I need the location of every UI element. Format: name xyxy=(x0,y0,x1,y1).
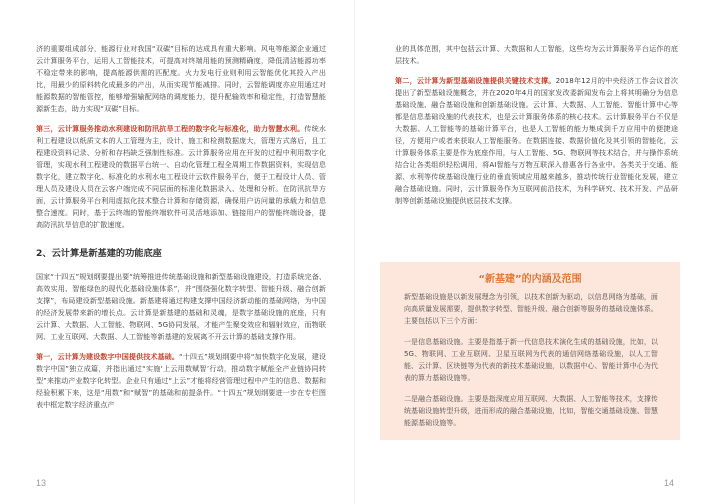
info-box-body xyxy=(404,291,658,438)
left-paragraph-4-lead: 第一，云计算为建设数字中国提供技术基础。 xyxy=(36,352,179,361)
left-paragraph-2-lead: 第三，云计算服务推动水利建设和防汛抗旱工程的数字化与标准化，助力智慧水利。 xyxy=(36,124,305,133)
left-paragraph-2-body: 传统水利工程建设以纸质文本的人工管理为主，设计、施工和检测数据庞大，管理方式落后，且工程建设资料记录、分析和存档缺乏强制性标准。云计算服务应用在开发的过程中利用数字化管理，实现水利工程建设的数据平台统一、自动化管理工程全周期工作数据资料，实现信息数字化，建立数字化、标准化的水利水电工程设计云软件服务平台，便于工程设计人员、管理人员及建设人员在云客户端完成不同层面的标准化数据录入、处理和分析。在防汛抗旱方面，云计算服务平台利用虚拟化技术整合计算和存储资源，确保用户访问量的承载力和信息整合速度。同时，基于云终端的智能终端软件可灵活地添加、链接用户的智能终端设备，提高防汛抗旱信息的扩散速度。 xyxy=(36,124,326,229)
left-column xyxy=(36,43,326,419)
left-paragraph-4 xyxy=(36,351,326,411)
page-number-right: 14 xyxy=(663,478,674,488)
left-paragraph-4-body: “十四五”规划纲要中将“加快数字化发展，建设数字中国”独立成篇，并指出通过“实施‘上云用数赋智’行动，推动数字赋能全产业链协同转型”来推动产业数字化转型。企业只有通过“上云”才能将经营管理过程中产生的信息、数据和经验积累下来，这是“用数”和“赋智”的基础和前提条件。“十四五”规划纲要进一步在专栏图表中框定数字经济重点产 xyxy=(36,352,327,409)
info-box-item-2: 二是融合基础设施。主要是指深度应用互联网、大数据、人工智能等技术，支撑传统基础设施转型升级，进而形成的融合基础设施，比如，智能交通基础设施、智慧能源基础设施等。 xyxy=(404,395,658,427)
info-box-intro: 新型基础设施是以新发展理念为引领，以技术创新为驱动，以信息网络为基础，面向高质量发展需要，提供数字转型、智能升级、融合创新等服务的基础设施体系。主要包括以下三个方面： xyxy=(404,293,658,325)
right-paragraph-2 xyxy=(395,75,678,207)
right-paragraph-2-lead: 第二，云计算为新型基础设施提供关键技术支撑。 xyxy=(395,76,556,85)
right-paragraph-1: 业的具体范围，其中包括云计算、大数据和人工智能，这些均为云计算服务平台运作的底层技术。 xyxy=(395,44,678,65)
section-heading: 2、云计算是新基建的功能底座 xyxy=(36,248,162,259)
info-box-title: “新基建”的内涵及范围 xyxy=(478,274,582,285)
left-paragraph-1: 济的重要组成部分，能源行业对我国“双碳”目标的达成具有重大影响。风电等能源企业通过云计算服务平台，运用人工智能技术，可提高对终端用能的预测精确度，降低清洁能源功率不稳定带来的影响，提高能源供需的匹配度。火力发电行业则利用云智能优化其投入产出比，用最少的原料转化成最多的产出，从而实现节能减排。同时，云智能调度亦应用通过对能源数据的智能管控，能够增强输配网络的调度能力，提升配输效率和稳定性，打造智慧能源新生态，助力实现“双碳”目标。 xyxy=(36,44,326,113)
right-column xyxy=(395,43,678,215)
right-paragraph-2-body: 2018年12月的中央经济工作会议首次提出了新型基础设施概念，并在2020年4月的国家发改委新闻发布会上将其明确分为信息基础设施、融合基础设施和创新基础设施。云计算、大数据、人工智能、智能计算中心等都是信息基础设施的代表技术，也是云计算服务体系的核心技术。云计算服务平台不仅是大数据、人工智能等的基础计算平台，也是人工智能的能力集成到千万应用中的便捷途径，方便用户或者来获取人工智能服务。在数据连接、数据价值化及其引领的智能化，云计算服务体系主要是作为底座作用，与人工智能、5G、物联网等技术结合，并与操作系统结合让各类组织轻松调用，将AI智能与万物互联深入普惠各行各业中。各类关于交通、能源、水利等传统基础设施行业的垂直领域应用越来越多，推动传统行业智能化发展，建立融合基础设施。同时，云计算服务作为互联网前沿技术，为科学研究、技术开发、产品研制等创新基础设施提供底层技术支撑。 xyxy=(395,76,678,205)
info-box-item-1: 一是信息基础设施。主要是指基于新一代信息技术演化生成的基础设施，比如，以5G、物联网、工业互联网、卫星互联网为代表的通信网络基础设施，以人工智能、云计算、区块链等为代表的新技术基础设施，以数据中心、智能计算中心为代表的算力基础设施等。 xyxy=(404,338,658,382)
info-box xyxy=(380,262,680,440)
left-paragraph-2 xyxy=(36,123,326,231)
page-number-left: 13 xyxy=(36,478,47,488)
left-paragraph-3: 国家“十四五”规划纲要提出要“统筹推进传统基础设施和新型基础设施建设，打造系统完备、高效实用、智能绿色的现代化基础设施体系”，并“围绕强化数字转型、智能升级、融合创新支撑”，布局建设新型基础设施。新基建将通过构建支撑中国经济新动能的基础网络，为中国的经济发展带来新的增长点。云计算是新基建的基础和灵魂，是数字基础设施的底座，只有云计算、大数据、人工智能、物联网、5G协同发展，才能产生聚变效应和辐射效应，而物联网、工业互联网、大数据、人工智能等新基建的发展离不开云计算的基础支撑作用。 xyxy=(36,272,326,341)
